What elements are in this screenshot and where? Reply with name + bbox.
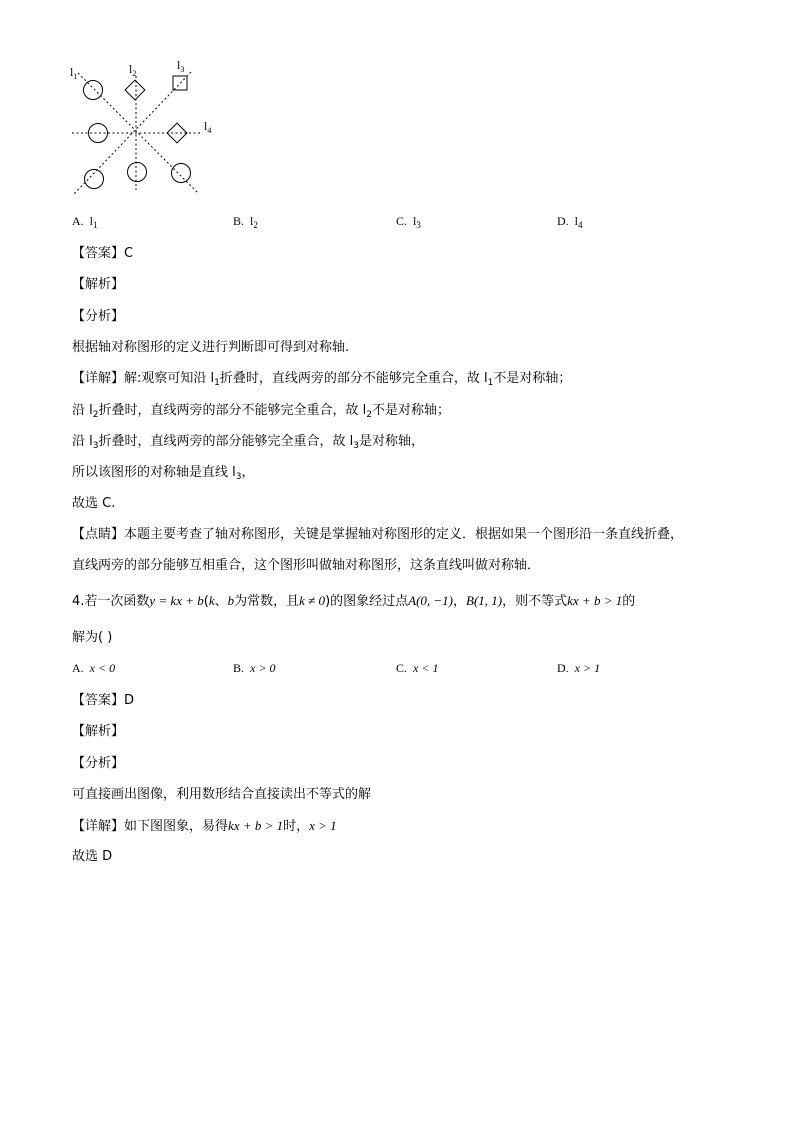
label-l1: $l_1$ <box>70 65 78 81</box>
q4-answer: 【答案】D <box>72 693 135 708</box>
q3-option-c: C. $l_3$ <box>396 214 421 230</box>
q3-option-d: D. $l_4$ <box>557 214 583 230</box>
q3-detail-line5: 故选 C. <box>72 496 116 511</box>
q3-option-b: B. $l_2$ <box>233 214 258 230</box>
q4-fenxi-heading: 【分析】 <box>72 756 125 771</box>
q3-fenxi-heading: 【分析】 <box>72 309 125 324</box>
q3-dianjing-line1: 【点睛】本题主要考查了轴对称图形，关键是掌握轴对称图形的定义．根据如果一个图形沿一条直线折叠， <box>72 527 684 542</box>
symmetry-figure <box>66 58 216 203</box>
q4-option-a: A. x < 0 <box>72 661 116 675</box>
circle-shape <box>128 163 147 182</box>
q3-option-a: A. $l_1$ <box>72 214 98 230</box>
q3-detail-line1: 【详解】解:观察可知沿 $l_1$折叠时，直线两旁的部分不能够完全重合，故 $l_1$不是对称轴； <box>72 371 572 388</box>
q3-jiexi-heading: 【解析】 <box>72 277 125 292</box>
q3-detail-line4: 所以该图形的对称轴是直线 $l_3$， <box>72 465 255 482</box>
q4-final: 故选 D <box>72 849 113 864</box>
q4-detail-line: 【详解】如下图图象，易得kx + b > 1时，x > 1 <box>72 818 337 834</box>
label-l4: $l_4$ <box>204 119 212 135</box>
q3-answer: 【答案】C <box>72 246 134 261</box>
square-shape <box>173 76 187 90</box>
q4-stem-line2: 解为( ) <box>72 630 113 645</box>
label-l2: $l_2$ <box>129 62 137 78</box>
q4-option-c: C. x < 1 <box>396 661 439 675</box>
circle-shape <box>84 81 103 100</box>
q3-detail-line3: 沿 $l_3$折叠时，直线两旁的部分能够完全重合，故 $l_3$是对称轴， <box>72 434 424 451</box>
diamond-shape <box>125 80 145 100</box>
q3-detail-line2: 沿 $l_2$折叠时，直线两旁的部分不能够完全重合，故 $l_2$不是对称轴； <box>72 403 450 420</box>
q4-jiexi-heading: 【解析】 <box>72 724 125 739</box>
q4-option-d: D. x > 1 <box>557 661 601 675</box>
q3-dianjing-line2: 直线两旁的部分能够互相重合，这个图形叫做轴对称图形，这条直线叫做对称轴． <box>72 558 541 573</box>
circle-shape <box>85 170 104 189</box>
label-l3: $l_3$ <box>177 58 185 74</box>
q3-fenxi-text: 根据轴对称图形的定义进行判断即可得到对称轴. <box>72 340 350 355</box>
q4-fenxi-text: 可直接画出图像，利用数形结合直接读出不等式的解 <box>72 787 372 802</box>
q4-option-b: B. x > 0 <box>233 661 276 675</box>
circle-shape <box>172 164 191 183</box>
q4-stem-line1: 4.若一次函数y = kx + b(k、b为常数，且k ≠ 0)的图象经过点A(0, −1)，B(1, 1)，则不等式kx + b > 1的 <box>72 593 636 609</box>
